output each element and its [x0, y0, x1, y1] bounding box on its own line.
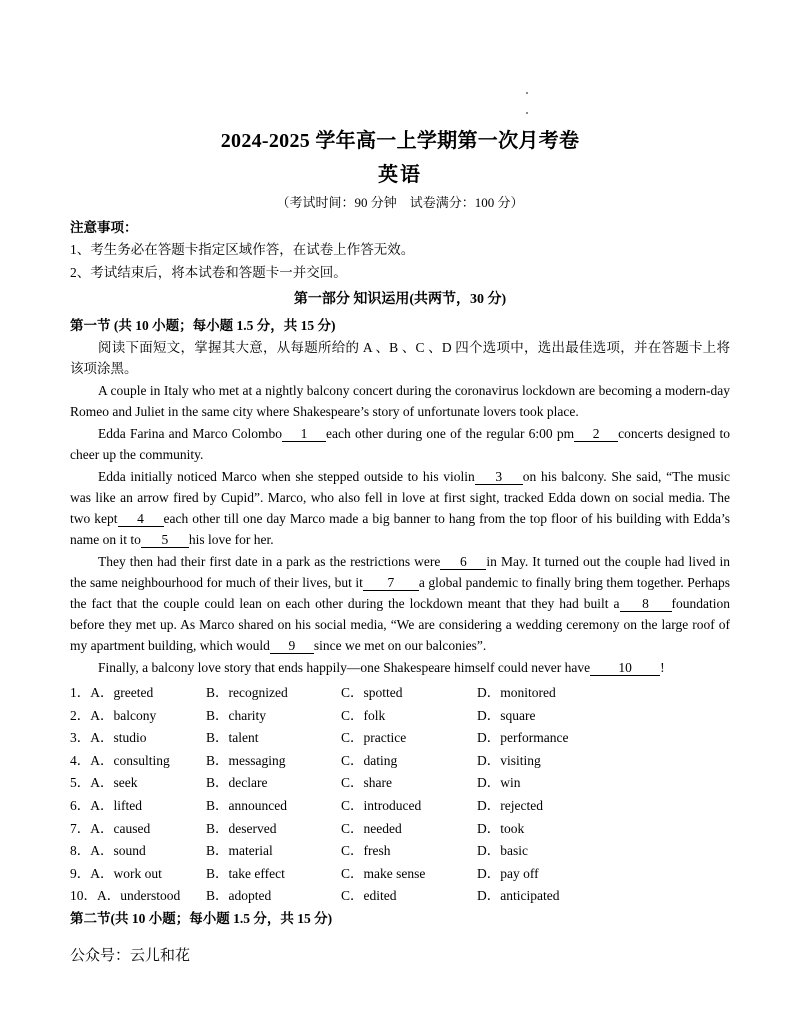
passage-text: foundation before they met up. As Marco shared on his social media, “We are considering a wedding ceremony on the large roof of my apartment building, which would — [70, 596, 730, 653]
question-number: 5． — [70, 775, 91, 791]
option-a — [70, 704, 156, 724]
section-title: 第二节(共 10 小题；每小题 1.5 分，共 15 分) — [70, 911, 333, 926]
passage-text: concerts designed to cheer up the community. — [70, 426, 731, 462]
option-c: C．share — [341, 775, 392, 791]
option-a — [70, 726, 147, 746]
option-row — [70, 704, 730, 727]
passage-text: ! — [660, 660, 665, 675]
note-item: 2、考试结束后，将本试卷和答题卡一并交回。 — [70, 265, 347, 280]
instructions: 阅读下面短文，掌握其大意，从每题所给的 A 、B 、C 、D 四个选项中，选出最佳选项，并在答题卡上将该项涂黑。 — [70, 340, 730, 376]
question-number: 2． — [70, 707, 91, 723]
part-title: 第一部分 知识运用(共两节，30 分) — [293, 292, 507, 307]
option-a — [70, 681, 153, 701]
option-b: B．recognized — [206, 685, 288, 700]
exam-subject: 英语 — [378, 164, 422, 186]
question-number: 7． — [70, 820, 91, 836]
option-c: C．edited — [341, 888, 397, 904]
option-row — [70, 817, 730, 840]
passage-text: a global pandemic to finally bring them together. Perhaps the fact that the couple could lean on each other during the lockdown meant that they had built a — [70, 575, 731, 611]
scan-dot — [526, 92, 528, 94]
option-c: C．make sense — [341, 865, 426, 881]
passage-paragraph — [70, 423, 730, 465]
passage-text: They then had their first date in a park as the restrictions were — [98, 554, 441, 569]
cloze-blank: 3 — [475, 469, 523, 485]
passage-text: each other during one of the regular 6:00 pm — [326, 426, 575, 441]
cloze-blank: 4 — [118, 511, 164, 527]
option-c: C．dating — [341, 752, 398, 768]
option-a-text: A．studio — [90, 730, 147, 746]
option-b: B．adopted — [206, 888, 272, 904]
passage-paragraph — [70, 551, 730, 656]
passage-text: in May. It turned out the couple had lived in the same neighbourhood for much of their lives, but it — [70, 554, 730, 590]
option-row — [70, 862, 730, 885]
passage-text: Finally, a balcony love story that ends happily—one Shakespeare himself could never have — [98, 660, 591, 675]
option-d: D．square — [477, 707, 536, 723]
passage-text: since we met on our balconies”. — [313, 638, 487, 653]
option-a-text: A．lifted — [90, 797, 142, 813]
option-b: B．messaging — [206, 752, 286, 768]
option-row — [70, 794, 730, 817]
cloze-blank: 2 — [574, 426, 618, 442]
notes-title: 注意事项： — [70, 220, 138, 235]
option-a — [70, 884, 180, 904]
passage-text: Edda Farina and Marco Colombo — [98, 426, 283, 441]
options-list — [70, 681, 730, 907]
option-a — [70, 839, 146, 859]
passage-paragraph: A couple in Italy who met at a nightly balcony concert during the coronavirus lockdown are becoming a modern-day Romeo and Juliet in the same city where Shakespeare’s story of unfortunate lovers took place. — [70, 383, 730, 419]
question-number: 4． — [70, 752, 91, 768]
option-c: C．folk — [341, 707, 386, 723]
question-number: 3． — [70, 730, 91, 746]
question-number: 6． — [70, 797, 91, 813]
option-c: C．spotted — [341, 685, 403, 700]
passage-paragraph — [70, 466, 730, 550]
option-a — [70, 771, 138, 791]
option-c: C．introduced — [341, 797, 422, 813]
cloze-blank: 5 — [141, 532, 189, 548]
option-a-text: A．seek — [90, 775, 138, 791]
option-b: B．declare — [206, 775, 268, 791]
option-b: B．talent — [206, 730, 259, 746]
option-c: C．practice — [341, 730, 407, 746]
option-d: D．basic — [477, 843, 528, 859]
passage-paragraph — [70, 657, 730, 678]
option-d: D．performance — [477, 730, 569, 746]
option-a-text: A．sound — [90, 843, 146, 859]
passage-text: Edda initially noticed Marco when she stepped outside to his violin — [98, 469, 475, 484]
option-d: D．pay off — [477, 865, 539, 881]
option-b: B．charity — [206, 707, 266, 723]
option-row — [70, 839, 730, 862]
option-row — [70, 749, 730, 772]
note-item: 1、考生务必在答题卡指定区域作答，在试卷上作答无效。 — [70, 242, 415, 257]
passage-text: his love for her. — [188, 532, 274, 547]
passage-text: each other till one day Marco made a big banner to hang from the top floor of his building with Edda’s name on it to — [70, 511, 731, 547]
option-a — [70, 862, 162, 882]
option-a-text: A．consulting — [90, 752, 170, 768]
option-b: B．deserved — [206, 820, 277, 836]
cloze-blank: 6 — [440, 554, 486, 570]
footer-text: 公众号：云儿和花 — [70, 946, 191, 964]
option-row — [70, 884, 730, 907]
question-number: 9． — [70, 865, 91, 881]
option-row — [70, 771, 730, 794]
exam-title: 2024-2025 学年高一上学期第一次月考卷 — [220, 130, 580, 152]
option-row — [70, 726, 730, 749]
option-a-text: A．greeted — [90, 685, 154, 700]
option-d: D．took — [477, 820, 525, 836]
option-d: D．win — [477, 775, 521, 791]
option-a — [70, 794, 142, 814]
question-number: 1． — [70, 685, 91, 700]
option-b: B．announced — [206, 797, 287, 813]
option-d: D．rejected — [477, 797, 543, 813]
option-d: D．anticipated — [477, 888, 560, 904]
question-number: 10． — [70, 888, 97, 904]
section-title: 第一节 (共 10 小题；每小题 1.5 分，共 15 分) — [70, 318, 336, 333]
cloze-blank: 7 — [363, 575, 419, 591]
option-a-text: A．caused — [90, 820, 151, 836]
option-b: B．take effect — [206, 865, 285, 881]
question-number: 8． — [70, 843, 91, 859]
option-row — [70, 681, 730, 704]
option-a-text: A．understood — [97, 888, 181, 904]
option-d: D．visiting — [477, 752, 541, 768]
cloze-blank: 8 — [620, 596, 672, 612]
cloze-blank: 10 — [590, 660, 660, 676]
option-d: D．monitored — [477, 685, 556, 700]
exam-info: （考试时间：90 分钟 试卷满分：100 分） — [276, 195, 524, 210]
scan-dots — [526, 92, 530, 116]
cloze-blank: 1 — [282, 426, 326, 442]
option-a — [70, 749, 170, 769]
option-b: B．material — [206, 843, 273, 859]
option-a-text: A．work out — [90, 865, 162, 881]
option-a-text: A．balcony — [90, 707, 157, 723]
scan-dot — [526, 112, 528, 114]
option-c: C．fresh — [341, 843, 391, 859]
passage-text: on his balcony. She said, “The music was like an arrow fired by Cupid”. Marco, who also fell in love at first sight, tracked Edda down on social media. The two kept — [70, 469, 730, 526]
cloze-blank: 9 — [270, 638, 314, 654]
option-a — [70, 817, 150, 837]
option-c: C．needed — [341, 820, 402, 836]
